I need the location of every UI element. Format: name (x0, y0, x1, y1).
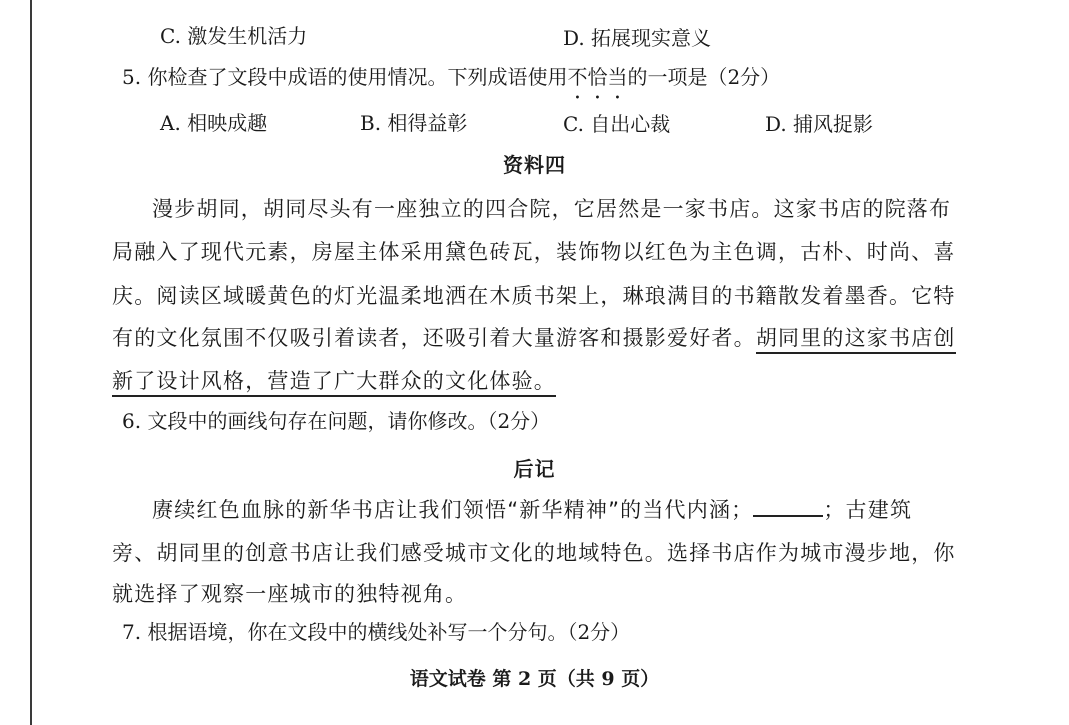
page-footer: 语文试卷 第 2 页（共 9 页） (409, 668, 660, 690)
q5-emph-3: 当 (607, 65, 628, 89)
underlined-sentence-part-1: 胡同里的这家书店创 (756, 326, 956, 354)
underlined-sentence-part-2: 新了设计风格，营造了广大群众的文化体验。 (112, 369, 556, 397)
afterword-line-3: 就选择了观察一座城市的独特视角。 (112, 582, 468, 606)
q5-option-a: A. 相映成趣 (160, 111, 268, 135)
page-edge-rule (30, 0, 32, 725)
question-5 (122, 63, 780, 91)
q4-option-d: D. 拓展现实意义 (563, 26, 712, 50)
q5-suffix: 的一项是（2分） (627, 65, 781, 89)
q5-option-b: B. 相得益彰 (360, 111, 468, 135)
question-6: 6. 文段中的画线句存在问题，请你修改。（2分） (122, 409, 551, 433)
afterword-line-2: 旁、胡同里的创意书店让我们感受城市文化的地域特色。选择书店作为城市漫步地，你 (112, 541, 956, 565)
section-4-line-3: 庆。阅读区域暖黄色的灯光温柔地洒在木质书架上，琳琅满目的书籍散发着墨香。它特 (112, 284, 956, 308)
afterword-line-1-end: ；古建筑 (823, 498, 913, 522)
afterword-line-1-text: 赓续红色血脉的新华书店让我们领悟“新华精神”的当代内涵； (152, 498, 754, 522)
q5-option-c: C. 自出心裁 (563, 112, 671, 136)
q5-emph-2: 恰 (587, 65, 608, 89)
afterword-line-1 (152, 494, 912, 524)
q4-option-c: C. 激发生机活力 (160, 24, 308, 48)
section-4-line-5 (112, 365, 556, 395)
section-4-line-4-plain: 有的文化氛围不仅吸引着读者，还吸引着大量游客和摄影爱好者。 (112, 326, 756, 350)
q5-prefix: 5. 你检查了文段中成语的使用情况。下列成语使用 (122, 65, 568, 89)
section-4-line-2: 局融入了现代元素，房屋主体采用黛色砖瓦，装饰物以红色为主色调，古朴、时尚、喜 (112, 240, 956, 264)
fill-in-blank[interactable] (753, 497, 823, 517)
q5-option-d: D. 捕风捉影 (765, 112, 874, 136)
afterword-title: 后记 (513, 457, 556, 481)
section-4-title: 资料四 (503, 153, 566, 177)
section-4-line-4 (112, 322, 956, 352)
question-7: 7. 根据语境，你在文段中的横线处补写一个分句。（2分） (122, 620, 631, 644)
section-4-line-1: 漫步胡同，胡同尽头有一座独立的四合院，它居然是一家书店。这家书店的院落布 (152, 197, 952, 221)
q5-emph-1: 不 (567, 65, 588, 89)
